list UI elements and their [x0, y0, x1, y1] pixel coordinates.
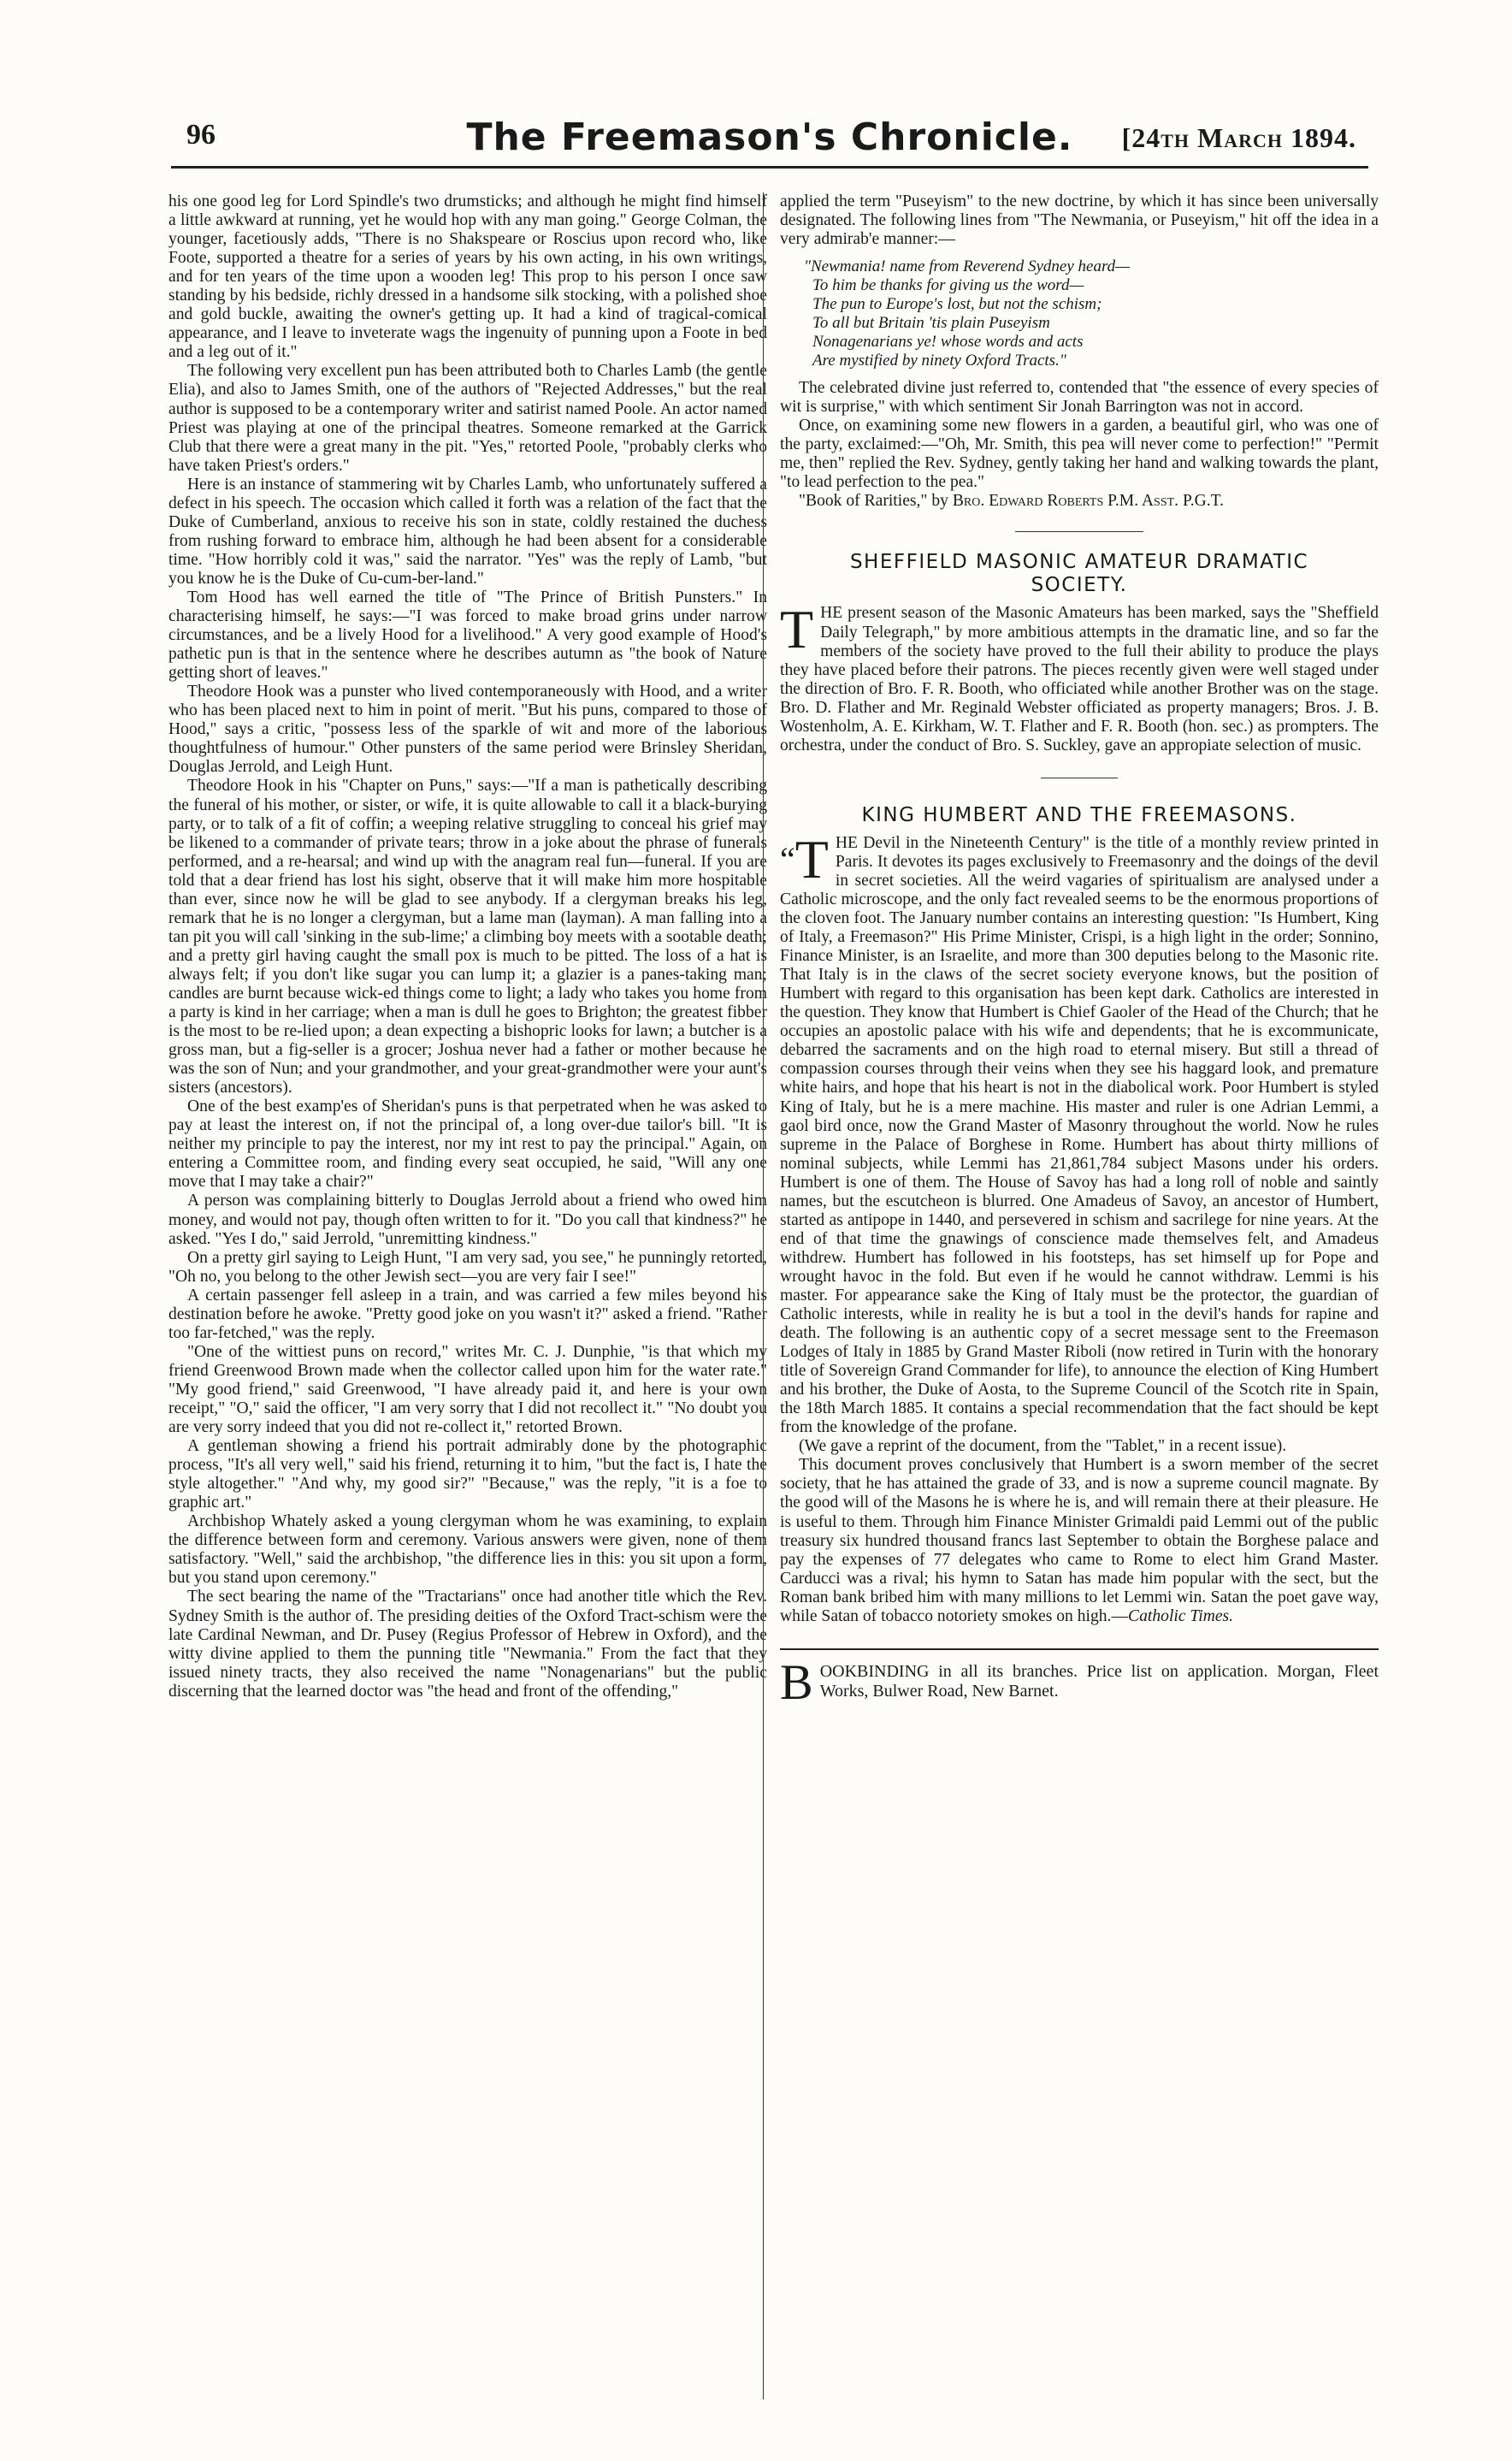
drop-cap: “T	[780, 828, 829, 890]
article-paragraph: A gentleman showing a friend his portrait admirably done by the photographic process, "It's all very well," said his friend, returning it to him, "but the fact is, I hate the style altogether." "And why, my good sir?" "Because," was the reply, "it is a foe to graphic art."	[168, 1437, 767, 1512]
article-paragraph: One of the best examp'es of Sheridan's puns is that perpetrated when he was asked to pay at least the interest on, if not the principal of, a long over-due tailor's bill. "It is neither my principle to pay the interest, nor my int rest to pay the principal." Again, on entering a Committee room, and finding every seat occupied, he said, "Will any one move that I may take a chair?"	[168, 1097, 767, 1192]
humbert-article-opening: “T HE Devil in the Nineteenth Century" is the title of a monthly review printed in Paris. It devotes its pages exclusively to Freemasonry and the doings of the devil in secret societies. All the weird vagaries of spiritualism are analysed under a Catholic microscope, and the only fact revealed seems to be the enormous proportions of the cloven foot. The January number contains an interesting question: "Is Humbert, King of Italy, a Freemason?" His Prime Minister, Crispi, is a high light in the order; Sonnino, Finance Minister, is an Israelite, and more than 300 deputies belong to the Masonic rite. That Italy is in the claws of the secret society everyone knows, but the position of Humbert with regard to this organisation has been kept dark. Catholics are interested in the question. They know that Humbert is Chief Gaoler of the Head of the Church; that he occupies an apostolic palace with his wife and dependents; that he is excommunicate, debarred the sacraments and on the high road to eternal misery. But still a thread of compassion courses through their veins when they see his haggard look, and premature white hairs, and hope that his heart is not in the diabolical work. Poor Humbert is styled King of Italy, but he is a mere machine. His master and ruler is one Adrian Lemmi, a gaol bird once, now the Grand Master of Masonry throughout the world. Now he rules supreme in the Palace of Borghese in Rome. Humbert has about thirty millions of nominal subjects, while Lemmi has 21,861,784 subject Masons under his orders. Humbert is one of them. The House of Savoy has had a long roll of noble and saintly names, but the escutcheon is blurred. One Amadeus of Savoy, an ancestor of Humbert, started as antipope in 1440, and persevered in schism and sacrilege for nine years. At the end of that time the gnawings of conscience made themselves felt, and Amadeus withdrew. Humbert has followed in his footsteps, has set himself up for Pope and wrought havoc in the fold. But even if he would he cannot withdraw. Lemmi is his master. For appearance sake the King of Italy must be the protector, the guardian of Catholic interests, while in reality he is but a tool in the devil's hands for rapine and death. The following is an authentic copy of a secret message sent to the Freemason Lodges of Italy in 1885 by Grand Master Riboli (now retired in Turin with the honorary title of Sovereign Grand Commander for life), to announce the election of King Humbert and his brother, the Duke of Aosta, to the Supreme Council of the Scotch rite in Spain, the 18th March 1885. It contains a special recommendation that the fact should be kept from the knowledge of the profane.	[780, 828, 1379, 1437]
article-paragraph: The sect bearing the name of the "Tractarians" once had another title which the Rev. Sydney Smith is the author of. The presiding deities of the Oxford Tract-schism were the late Cardinal Newman, and Dr. Pusey (Regius Professor of Hebrew in Oxford), and the witty divine applied to them the punning title "Newmania." From the fact that they issued ninety tracts, they also received the name "Nonagenarians" but the public discerning that the learned doctor was "the head and front of the offending,"	[168, 1588, 767, 1701]
article-paragraph: "One of the wittiest puns on record," writes Mr. C. J. Dunphie, "is that which my friend Greenwood Brown made when the collector called upon him for the water rate." "My good friend," said Greenwood, "I have already paid it, and here is your own receipt," "O," said the officer, "I am very sorry that I did not recollect it." "No doubt you are very sorry indeed that you did not re-collect it," retorted Brown.	[168, 1342, 767, 1437]
poem-line: Nonagenarians ye! whose words and acts	[812, 333, 1084, 352]
article-paragraph: his one good leg for Lord Spindle's two drumsticks; and although he might find himself a little awkward at running, yet he would hop with any man going." George Colman, the younger, facetiously adds, "There is no Shakspeare or Roscius upon record who, like Foote, supported a theatre for a series of years by his own acting, in his own writings, and for ten years of the time upon a wooden leg! This prop to his person I once saw standing by his bedside, richly dressed in a handsome silk stocking, with a polished shoe and gold buckle, awaiting the owner's getting up. It had a kind of tragical-comical appearance, and I leave to inveterate wags the ingenuity of punning upon a Foote in bed and a leg out of it."	[168, 192, 767, 362]
drop-cap: B	[780, 1653, 813, 1710]
right-column	[780, 192, 1379, 1710]
bookbinding-advert: BOOKBINDING in all its branches. Price list on application. Morgan, Fleet Works, Bulwer Road, New Barnet.	[780, 1653, 1379, 1710]
poem-line: "Newmania! name from Reverend Sydney heard—	[804, 257, 1131, 276]
masthead-rule	[171, 166, 1368, 169]
advert-rule	[780, 1648, 1379, 1650]
article-paragraph: Theodore Hook was a punster who lived contemporaneously with Hood, and a writer who has been placed next to him in point of merit. "But his puns, compared to those of Hood," says a critic, "possess less of the sparkle of wit and more of the laborious thoughtfulness of humour." Other punsters of the same period were Brinsley Sheridan, Douglas Jerrold, and Leigh Hunt.	[168, 683, 767, 777]
poem-line: To him be thanks for giving us the word—	[812, 276, 1084, 295]
article-paragraph: A certain passenger fell asleep in a train, and was carried a few miles beyond his destination before he awoke. "Pretty good joke on you wasn't it?" asked a friend. "Rather too far-fetched," was the reply.	[168, 1286, 767, 1342]
source-author: Bro. Edward Roberts P.M. Asst. P.G.T.	[952, 492, 1225, 511]
drop-cap: T	[780, 599, 814, 660]
article-paragraph: Here is an instance of stammering wit by Charles Lamb, who unfortunately suffered a defect in his speech. The occasion which called it forth was a relation of the fact that the Duke of Cumberland, anxious to receive his son in state, coldly restained the duchess from rushing forward to embrace him, although he had been absent for a considerable time. "How horribly cold it was," said the narrator. "Yes" was the reply of Lamb, "but you know he is the Duke of Cu-cum-ber-land."	[168, 475, 767, 588]
sheffield-heading: SHEFFIELD MASONIC AMATEUR DRAMATIC SOCIETY.	[849, 551, 1309, 597]
left-column	[168, 192, 767, 1701]
article-paragraph: The celebrated divine just referred to, contended that "the essence of every species of wit is surprise," with which sentiment Sir Jonah Barrington was not in accord.	[780, 379, 1379, 417]
humbert-heading: KING HUMBERT AND THE FREEMASONS.	[861, 803, 1297, 826]
masthead	[171, 115, 1368, 169]
article-paragraph: This document proves conclusively that Humbert is a sworn member of the secret society, that he has attained the grade of 33, and is now a supreme council magnate. By the good will of the Masons he is where he is, and will remain there at their pleasure. He is useful to them. Through him Finance Minister Grimaldi paid Lemmi out of the public treasury six hundred thousand francs last September to obtain the Borghese palace and pay the expenses of 77 delegates who came to Rome to elect him Grand Master. Carducci was a rival; his hymn to Satan has made him popular with the sect, but the Roman bank bribed him with many millions to let Lemmi win. Satan the poet gave way, while Satan of tobacco notoriety smokes on high.—Catholic Times.	[780, 1456, 1379, 1625]
issue-date: [24th March 1894.	[1121, 122, 1356, 153]
poem-line: To all but Britain 'tis plain Puseyism	[812, 314, 1050, 333]
column-divider	[763, 192, 764, 2399]
article-paragraph: The following very excellent pun has been attributed both to Charles Lamb (the gentle Elia), and also to James Smith, one of the authors of "Rejected Addresses," but the real author is supposed to be a contemporary writer and satirist named Poole. An actor named Priest was playing at one of the principal theatres. Someone remarked at the Garrick Club that there were a great many in the pit. "Yes," retorted Poole, "probably clerks who have taken Priest's orders."	[168, 362, 767, 475]
sheffield-article: THE present season of the Masonic Amateurs has been marked, says the "Sheffield Daily Telegraph," by more ambitious attempts in the dramatic line, and so far the members of the society have proved to the full their ability to produce the plays they have placed before their patrons. The pieces recently given were well staged under the direction of Bro. F. R. Booth, who officiated while another Brother was on the stage. Bro. D. Flather and Mr. Reginald Webster officiated as property managers; Bros. J. B. Wostenholm, A. E. Kirkham, W. T. Flather and F. R. Booth (hon. sec.) as prompters. The orchestra, under the conduct of Bro. S. Suckley, gave an appropiate selection of music.	[780, 599, 1379, 754]
poem-line: The pun to Europe's lost, but not the schism;	[812, 295, 1102, 314]
article-paragraph: (We gave a reprint of the document, from the "Tablet," in a recent issue).	[799, 1437, 1287, 1456]
source-note: "Book of Rarities," by Bro. Edward Roberts P.M. Asst. P.G.T.	[799, 492, 1225, 511]
article-paragraph: Tom Hood has well earned the title of "The Prince of British Punsters." In characterising himself, he says:—"I was forced to make broad grins under narrow circumstances, and be a lively Hood for a livelihood." A very good example of Hood's pathetic pun is that in the sentence where he describes autumn as "the book of Nature getting short of leaves."	[168, 588, 767, 683]
article-paragraph: Archbishop Whately asked a young clergyman whom he was examining, to explain the difference between form and ceremony. Various answers were given, none of them satisfactory. "Well," said the archbishop, "the difference lies in this: you sit upon a form, but you stand upon ceremony."	[168, 1512, 767, 1588]
article-paragraph: Once, on examining some new flowers in a garden, a beautiful girl, who was one of the party, exclaimed:—"Oh, Mr. Smith, this pea will never come to perfection!" "Permit me, then" replied the Rev. Sydney, gently taking her hand and walking towards the plant, "to lead perfection to the pea."	[780, 417, 1379, 492]
citation: Catholic Times.	[1128, 1606, 1234, 1625]
newspaper-title: The Freemason's Chronicle.	[466, 115, 1073, 159]
poem	[804, 257, 1379, 370]
page-number: 96	[186, 119, 216, 151]
article-paragraph: A person was complaining bitterly to Douglas Jerrold about a friend who owed him money, and would not pay, though often written to for it. "Do you call that kindness?" he asked. "Yes I do," said Jerrold, "unremitting kindness."	[168, 1192, 767, 1248]
article-paragraph: Theodore Hook in his "Chapter on Puns," says:—"If a man is pathetically describing the funeral of his mother, or sister, or wife, it is quite allowable to call it a black-burying party, or to talk of a fit of coffin; a weeping relative struggling to conceal his grief may be likened to a commander of private tears; throw in a joke about the phrase of funerals performed, and a re-hearsal; and wind up with the anagram real fun—funeral. If you are told that a dear friend has lost his sight, observe that it will make him more hospitable than ever, since now he will be glad to see anybody. If a clergyman breaks his leg, remark that he is no longer a clergyman, but a lame man (layman). A man falling into a tan pit you will call 'sinking in the sub-lime;' a climbing boy meets with a sootable death; and a pretty girl having caught the small pox is much to be pitted. The loss of a hat is always felt; if you don't like sugar you can lump it; a glazier is a panes-taking man; candles are burnt because wick-ed things come to light; a lady who takes you home from a party is kind in her carriage; when a man is dull he goes to Brighton; the greatest fibber is the most to be re-lied upon; a dean expecting a bishopric looks for lawn; a butcher is a gross man, but a fig-seller is a grocer; Joshua never had a father or mother because he was the son of Nun; and your grandmother, and your great-grandmother were your aunt's sisters (ancestors).	[168, 777, 767, 1097]
poem-line: Are mystified by ninety Oxford Tracts."	[812, 352, 1066, 370]
article-paragraph: On a pretty girl saying to Leigh Hunt, "I am very sad, you see," he punningly retorted, "Oh no, you belong to the other Jewish sect—you are very fair I see!"	[168, 1248, 767, 1286]
article-paragraph: applied the term "Puseyism" to the new doctrine, by which it has since been universally designated. The following lines from "The Newmania, or Puseyism," hit off the idea in a very admirab'e manner:—	[780, 192, 1379, 249]
section-separator	[1015, 531, 1143, 532]
